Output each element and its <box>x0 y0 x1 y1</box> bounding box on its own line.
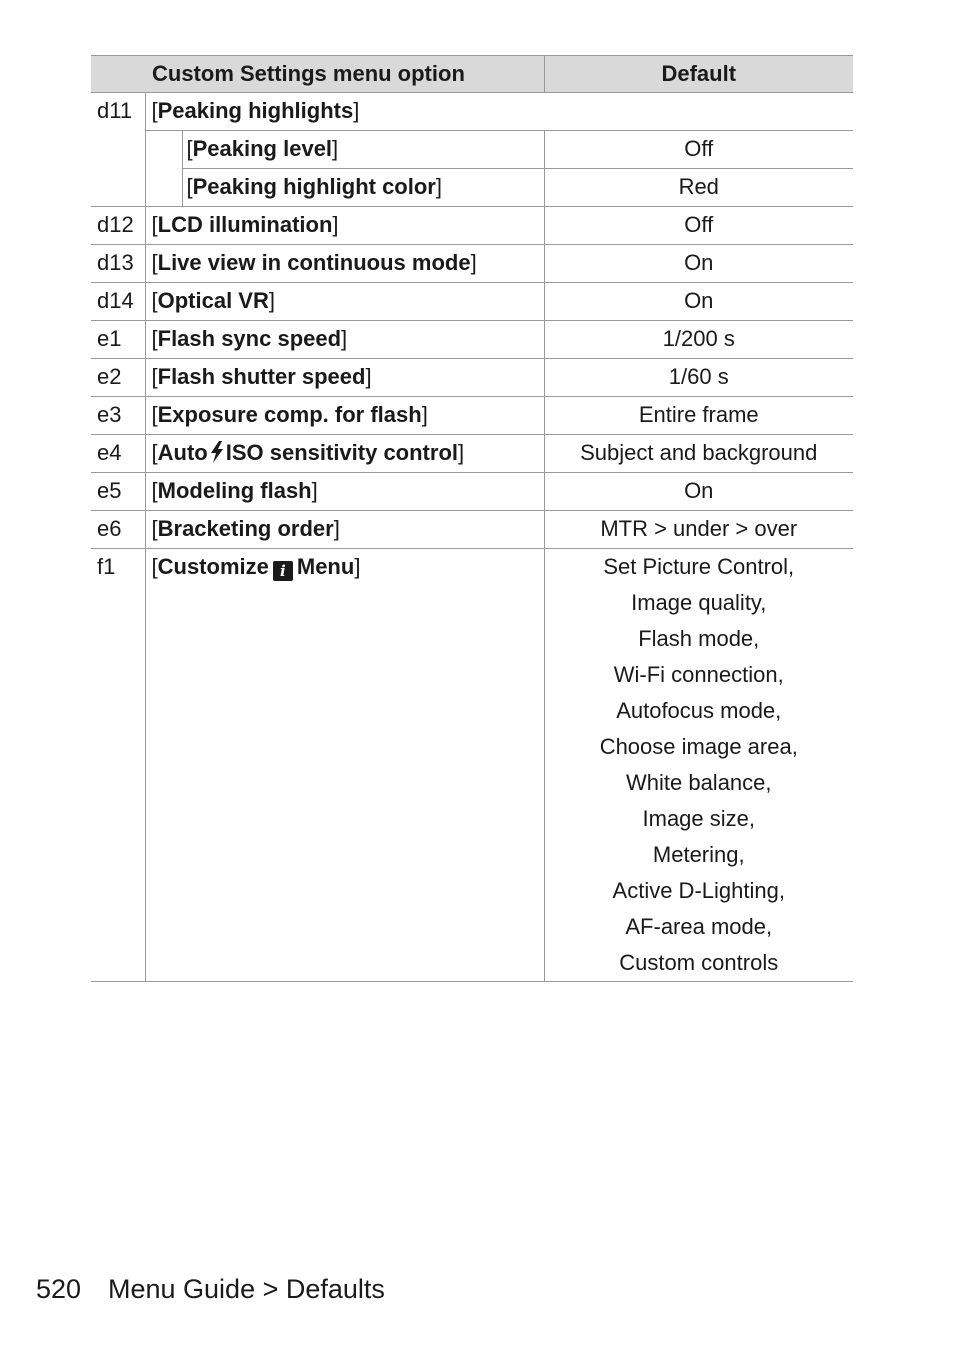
row-option: [Peaking highlights] <box>145 93 853 131</box>
row-code: d12 <box>97 212 134 237</box>
row-default-list <box>544 549 853 982</box>
default-line: Custom controls <box>619 950 779 975</box>
row-option: [Flash sync speed] <box>145 321 544 359</box>
header-default: Default <box>544 56 853 93</box>
table-row <box>91 473 853 511</box>
row-code: d11 <box>97 98 133 123</box>
table-row <box>91 131 853 169</box>
table-row <box>91 511 853 549</box>
row-default: On <box>544 283 853 321</box>
row-option: [Customize i Menu] <box>145 549 544 982</box>
row-option: [Bracketing order] <box>145 511 544 549</box>
default-line: Flash mode, <box>638 626 760 651</box>
row-code: e4 <box>97 440 122 465</box>
row-default: On <box>544 473 853 511</box>
row-code: e6 <box>97 516 122 541</box>
indent-cell <box>145 131 182 207</box>
default-line: Image size, <box>642 806 755 831</box>
header-option: Custom Settings menu option <box>91 56 544 93</box>
default-line: Autofocus mode, <box>616 698 782 723</box>
option-label: Live view in continuous mode <box>157 250 471 275</box>
option-label-post: Menu <box>296 554 355 579</box>
row-default: Off <box>544 207 853 245</box>
row-option: [Auto ISO sensitivity control] <box>145 435 544 473</box>
option-label-post: ISO sensitivity control <box>225 440 458 465</box>
table-row <box>91 93 853 131</box>
row-default: MTR > under > over <box>544 511 853 549</box>
default-line: Set Picture Control, <box>603 554 795 579</box>
option-label: Flash shutter speed <box>157 364 366 389</box>
default-line: AF-area mode, <box>625 914 773 939</box>
row-code: d13 <box>97 250 134 275</box>
row-code: e3 <box>97 402 122 427</box>
table-row <box>91 245 853 283</box>
table-row <box>91 397 853 435</box>
table-header-row <box>91 56 853 93</box>
option-label-pre: Auto <box>157 440 208 465</box>
flash-bolt-icon <box>210 441 224 463</box>
table-row <box>91 359 853 397</box>
default-line: Choose image area, <box>599 734 798 759</box>
breadcrumb: Menu Guide > Defaults <box>108 1274 385 1304</box>
option-label: Modeling flash <box>157 478 312 503</box>
row-code: f1 <box>97 554 116 579</box>
i-menu-icon: i <box>273 561 293 581</box>
option-label: LCD illumination <box>157 212 333 237</box>
row-default: Red <box>544 169 853 207</box>
table-row <box>91 321 853 359</box>
page-number: 520 <box>36 1274 82 1304</box>
row-default: Off <box>544 131 853 169</box>
option-label: Peaking highlights <box>157 98 354 123</box>
row-option: [Optical VR] <box>145 283 544 321</box>
option-label-pre: Customize <box>157 554 269 579</box>
option-label: Exposure comp. for flash <box>157 402 422 427</box>
row-option: [Live view in continuous mode] <box>145 245 544 283</box>
row-code: d14 <box>97 288 134 313</box>
option-label: Bracketing order <box>157 516 334 541</box>
defaults-table <box>91 55 853 982</box>
default-line: White balance, <box>625 770 772 795</box>
page-footer <box>36 1274 385 1305</box>
option-label: Flash sync speed <box>157 326 342 351</box>
row-option: [Flash shutter speed] <box>145 359 544 397</box>
table-row <box>91 549 853 982</box>
default-line: Active D-Lighting, <box>612 878 785 903</box>
option-label: Peaking level <box>192 136 333 161</box>
default-line: Image quality, <box>631 590 767 615</box>
table-row <box>91 283 853 321</box>
table-row <box>91 207 853 245</box>
row-default: On <box>544 245 853 283</box>
row-default: 1/200 s <box>544 321 853 359</box>
row-default: 1/60 s <box>544 359 853 397</box>
row-code: e2 <box>97 364 122 389</box>
row-code: e1 <box>97 326 122 351</box>
row-code: e5 <box>97 478 122 503</box>
row-option: [Modeling flash] <box>145 473 544 511</box>
row-option: [Exposure comp. for flash] <box>145 397 544 435</box>
default-line: Metering, <box>652 842 745 867</box>
row-default: Entire frame <box>544 397 853 435</box>
default-line: Wi-Fi connection, <box>613 662 784 687</box>
option-label: Peaking highlight color <box>192 174 436 199</box>
row-option: [LCD illumination] <box>145 207 544 245</box>
row-option: [Peaking level] <box>182 131 544 169</box>
table-row <box>91 169 853 207</box>
table-row <box>91 435 853 473</box>
row-option: [Peaking highlight color] <box>182 169 544 207</box>
row-default: Subject and background <box>544 435 853 473</box>
option-label: Optical VR <box>157 288 269 313</box>
